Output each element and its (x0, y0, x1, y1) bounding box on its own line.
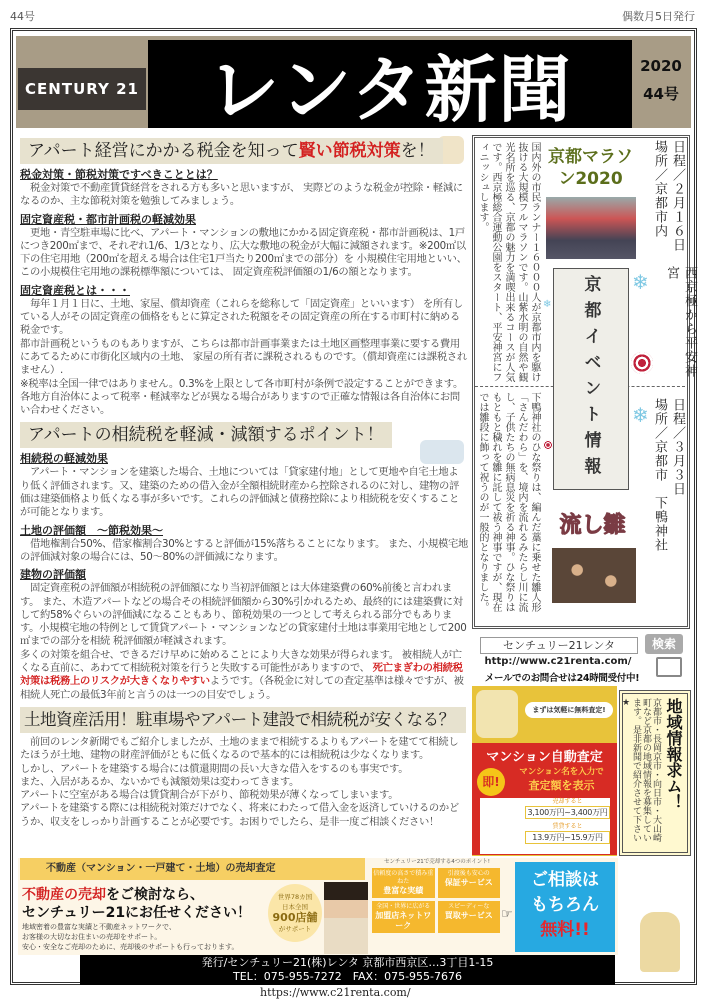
left-column (20, 138, 468, 829)
soku-badge: 即! (477, 768, 505, 796)
sell-label: 売却すると (552, 798, 583, 805)
salesman-photo (324, 882, 368, 954)
sell-value: 3,100万円~3,400万円 (525, 806, 610, 819)
banner-description (22, 922, 238, 952)
newspaper-title: レンタ新聞 (148, 40, 632, 128)
year: 2020 (640, 57, 682, 75)
badge-line: 日本全国 (282, 903, 308, 911)
region-title: 地域情報求ム！ (664, 698, 683, 810)
section-title: 土地の評価額 ～節税効果～ (20, 523, 163, 537)
points-title: センチュリー21で売却する4つのポイント! (383, 859, 491, 865)
point-small: 信頼度の高さで積み重ねた (373, 870, 434, 885)
banner-headline2: センチュリー21にお任せください！ (22, 905, 252, 921)
section-title: 相続税の軽減効果 (20, 452, 108, 466)
badge-line: がサポート (278, 925, 312, 933)
article-heading (20, 138, 443, 164)
search-input[interactable]: センチュリー21レンタ (480, 637, 638, 654)
snowflake-icon: ❄ (632, 270, 649, 294)
marathon-route: 西京極から平安神宮 (664, 266, 697, 378)
issue: 44号 (643, 85, 679, 103)
section-body: 税金対策で不動産賃貸経営をされる方も多いと思いますが、 実際どのような税金が控除・軽減になるのか、主な節税対策を勉強してみましょう。 (20, 182, 463, 208)
heading-text: アパート経営にかかる税金を知って (28, 141, 299, 161)
badge-line: 900店舗 (272, 911, 318, 924)
place: 場所／京都市 下鴨神社 (652, 398, 667, 552)
url-watermark[interactable]: https://www.c21renta.com/ (260, 986, 411, 999)
heading-text: を！ (400, 141, 435, 161)
rent-label: 賃貸すると (552, 823, 583, 830)
section-title: 固定資産税・都市計画税の軽減効果 (20, 212, 196, 226)
target-ornament-icon (543, 440, 553, 450)
pointing-hand-icon: ☞ (501, 907, 513, 922)
marathon-schedule (650, 140, 686, 262)
schedule: 日程／３月３日 (670, 398, 685, 496)
section-body: アパート・マンションを建築した場合、土地については「貸家建付地」として更地や自宅土地より低く評価されます。又、建築のための借入金が全額相続財産から控除されるのに対し、建物の評価は建築価格より低くなる事が多いです。これらの評価減と債務控除により相続税を安くすることが可能となります。 (20, 466, 460, 519)
article-land-use (20, 707, 468, 829)
desc-line: お客様の大切なお住まいの売却をサポート。 (22, 933, 162, 941)
body-highlight: 死亡まぎわの相続税対策は税務上のリスクが大きくなりやすい (20, 662, 463, 688)
body-text: 固定資産税の評価額が相続税の評価額になり当初評価額とは大体建築費の60%前後と言われます。 また、木造アパートなどの場合その相続評価額から30%引かれるため、最終的には建築費に対して約58%ぐらいの評価減になることもあり、節税効果の一つとして考えられる部分でもあります。小規模宅地の特例として賃貸アパート・マンションなどの貸家建付土地は事業用宅地として200㎡までの部分を相続 税評価額が軽減されます。 多くの対策を組合せ、できるだけ早めに始めることにより大きな効果が得られます。 被相続人が亡くなる直前に、あわてて相続税対策を行うと失敗する可能性がありますので、 (20, 582, 467, 675)
point-label: 豊富な実績 (383, 886, 424, 895)
rent-value: 13.9万円~15.9万円 (525, 831, 610, 844)
snowflake-icon: ❄ (632, 403, 649, 427)
subtitle-line: 査定額を表示 (528, 779, 595, 792)
publisher-phone: TEL：075-955-7272 FAX：075-955-7676 (232, 970, 463, 983)
marathon-title: 京都マラソン2020 (548, 147, 633, 189)
consult-line: 無料!! (540, 920, 590, 940)
hina-title: 流し雛 (559, 513, 626, 538)
network-badge (268, 884, 322, 942)
section-body: 更地・青空駐車場に比べ、アパート・マンションの敷地にかかる固定資産税・都市計画税は、1戸につき200㎡まで、それぞれ1/6、1/3となり、広大な敷地の税金が大幅に減額されます。※200㎡以下の住宅用地（200㎡を超える場合は住宅1戸当たり200㎡までの部分）を 小規模住宅用地といい、この小規模住宅用地の課税標準額については、 固定資産税評価額の1/6の額となります。 (20, 226, 467, 279)
hina-schedule (650, 398, 686, 618)
region-text: 是非新聞で紹介させて下さい★ (621, 698, 641, 842)
point-small: 全国・世界に広がる (376, 903, 431, 910)
body-text: ようです。（各税金に対しての査定基準は様々ですが、被相続人死亡の最低3年前と言うのは一つの目安でしょう。 (20, 675, 464, 701)
region-text: 京都の地域情報を募集しています。 (631, 698, 651, 842)
century21-logo: CENTURY 21 (18, 68, 146, 110)
point-item (372, 868, 435, 898)
dog-mascot-icon (476, 690, 518, 738)
speech-bubble: まずは気軽に無料査定! (525, 702, 613, 718)
consult-line: もちろん (531, 895, 599, 915)
section-title: 固定資産税とは・・・ (20, 283, 130, 297)
subtitle-line: マンション名を入力で (519, 767, 604, 777)
dog-mascot-icon (640, 912, 680, 972)
badge-line: 世界78カ国 (277, 893, 313, 901)
banner-category: 不動産（マンション・一戸建て・土地）の売却査定 (20, 858, 365, 880)
publication-schedule: 偶数月5日発行 (622, 10, 695, 23)
desc-line: 安心・安全なご売却のために、売却後のサポートも行っております。 (22, 943, 239, 951)
point-label: 保証サービス (444, 878, 493, 887)
place: 場所／京都市内 (652, 140, 667, 238)
section-title: 税金対策・節税対策ですべきこととは？ (20, 168, 218, 181)
section-title: 建物の評価額 (20, 568, 86, 582)
point-small: スピーディーな (448, 903, 490, 910)
masthead-issue (632, 52, 690, 108)
headline-text: をご検討なら、 (106, 887, 204, 903)
desc-line: 地域密着の豊富な実績と不動産ネットワークで、 (22, 923, 176, 931)
publisher-info (80, 955, 615, 985)
point-item (438, 901, 501, 933)
article-body: 前回のレンタ新聞でもご紹介しましたが、土地のままで相続するよりもアパートを建てて相続したほうが土地、建物の財産評価がともに低くなるので基本的には相続税は少なくなります。 しかし、アパートを建築する場合には償還期間の長い大きな借入をするのも事実です。 また、入居があるか、ないかでも減額効果は変わってきます。 アパートに空室がある場合は賃貸割合が下がり、節税効果が薄くなってしまいます。 アパートを建築する際には相続税対策だけでなく、将来にわたって借入金を返済していけるのかどうか、収支をしっかり計画することが必要です。お困りでしたら、是非一度ご相談ください！ (20, 735, 459, 828)
hina-description: 下鴨神社のひな祭りは、編んだ藁に乗せた雛人形「さんだわら」を、境内を流れるみたらし川に流し、子供たちの無病息災を祈る神事。ひな祭りはもともと穢れを雛に託して祓う神事ですが、現在では雛段に飾って祝うのが一般的となりました。 (477, 392, 540, 612)
point-item (372, 901, 435, 933)
point-item (438, 868, 501, 898)
headline-highlight: 不動産の売却 (22, 887, 106, 903)
publisher-address: 発行/センチュリー21(株)レンタ 京都市西京区…3丁目1-15 (201, 956, 494, 969)
free-consultation-button[interactable] (515, 862, 615, 952)
consult-line: ご相談は (531, 870, 599, 890)
point-label: 加盟店ネットワーク (375, 911, 432, 930)
heading-highlight: 賢い節税対策 (298, 141, 401, 161)
region-info-box (619, 690, 691, 856)
issue-number: 44号 (10, 10, 35, 23)
event-info-box: 京都イベント情報 (553, 268, 629, 490)
mansion-ad-subtitle (508, 766, 615, 792)
points-grid (372, 868, 500, 933)
marathon-photo (546, 197, 636, 259)
mansion-ad-title: マンション自動査定 (486, 750, 603, 765)
section-body: 毎年１月１日に、土地、家屋、償却資産（これらを総称して「固定資産」といいます） を所有している人がその固定資産の価格をもとに算定された税額をその固定資産の所在する市町村に納める税金です。 都市計画税というものもありますが、こちらは都市計画事業または土地区画整理事業に要する費用にあてるために市街化区域内の土地、 家屋の所有者に課税されるものです。（償却資産には課税されません）. ※税率は全国一律ではありません。0.3%を上限として各市町村が条例で設定することができます。各地方自治体によって税率・軽減率などが異なる場合がありますので正確な情報は各自治体にお問い合わせください。 (20, 297, 467, 417)
section-body (20, 582, 468, 702)
hina-photo (552, 548, 636, 603)
website-link[interactable]: http://www.c21renta.com/ (484, 656, 632, 667)
target-ornament-icon (631, 352, 653, 374)
article-tax-saving (20, 138, 468, 417)
schedule: 日程／２月１６日 (670, 140, 685, 252)
region-body (621, 698, 661, 848)
article-heading: アパートの相続税を軽減・減額するポイント！ (20, 422, 392, 448)
point-small: 引渡後も安心の (447, 870, 490, 877)
section-body: 借地権割合50%、借家権割合30%とすると評価が15%落ちることになります。 また、小規模宅地の評価減対象の場合には、50～80%の評価減になります。 (20, 537, 468, 563)
article-inheritance-tax (20, 422, 468, 701)
banner-headline (22, 884, 204, 904)
mail-note: メールでのお問合せは24時間受付中! (484, 673, 640, 684)
point-label: 買取サービス (444, 911, 493, 920)
snowflake-icon: ❄ (543, 299, 552, 310)
article-heading: 土地資産活用！駐車場やアパート建設で相続税が安くなる？ (20, 707, 466, 733)
region-text: 京都市・長岡京市・向日市・大山崎町など (641, 698, 661, 842)
estimate-card (480, 798, 610, 854)
computer-icon (656, 657, 682, 677)
search-button[interactable]: 検索 (645, 634, 683, 654)
marathon-description: 国内外の市民ランナー１６０００人が京都市内を駆け抜ける大規模フルマラソンです。山紫水明の自然や観光名所を巡る、京都の魅力を満喫出来るコースが人気です。西京極総合運動公園をスタート、平安神宮にフィニッシュします。 (477, 142, 540, 382)
